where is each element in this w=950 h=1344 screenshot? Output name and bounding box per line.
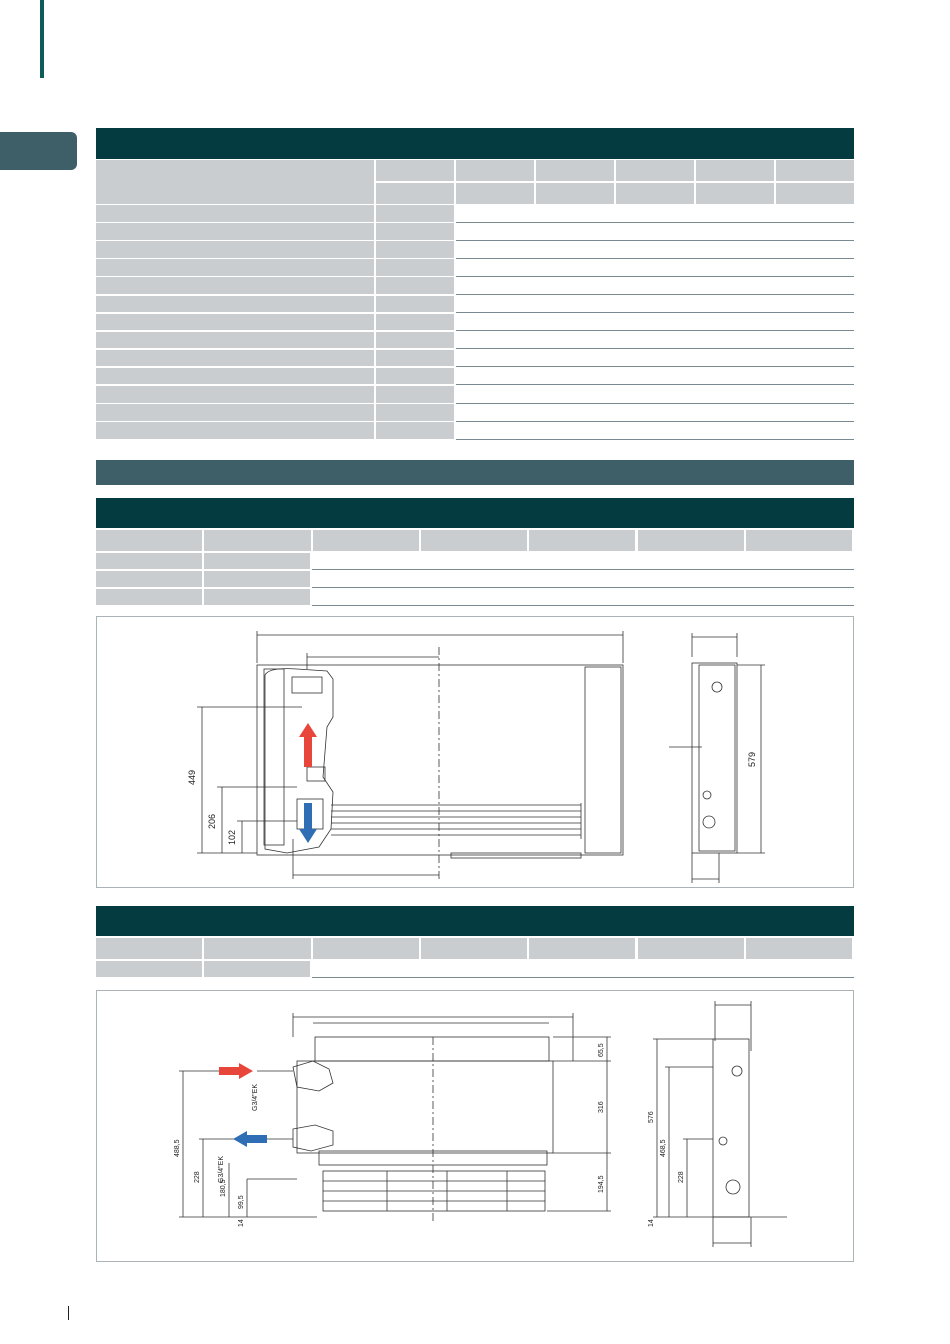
- dim-194-5: 194,5: [598, 1175, 605, 1193]
- table1-row-line: [456, 312, 854, 313]
- table1-row-unit: [376, 314, 454, 331]
- table1-row-line: [456, 294, 854, 295]
- table3-header-cell: [421, 938, 527, 959]
- page-footer-mark: [68, 1306, 69, 1320]
- side-dim-468-5: 468,5: [660, 1139, 667, 1157]
- table1-row-line: [456, 258, 854, 259]
- side-dim-576: 576: [648, 1111, 655, 1123]
- table1-row-label: [96, 368, 374, 385]
- table1-row-line: [456, 403, 854, 404]
- table1-row-line: [456, 222, 854, 223]
- table1-model-subheader: [776, 183, 854, 204]
- table1-row-unit: [376, 422, 454, 439]
- table2-header-cell: [313, 530, 419, 551]
- table2-row-line: [312, 605, 854, 606]
- table2-row-label: [96, 571, 202, 587]
- table1-row-line: [456, 366, 854, 367]
- table1-row-label: [96, 296, 374, 313]
- dim-14: 14: [238, 1219, 245, 1227]
- dim-65-5: 65,5: [598, 1043, 605, 1057]
- table2-row-sub: [204, 553, 310, 569]
- drawing-frame-2: [96, 990, 854, 1262]
- table1-row-label: [96, 277, 374, 294]
- table3-header-cell: [204, 938, 310, 959]
- dim-228: 228: [194, 1171, 201, 1183]
- dim-180-5: 180,5: [220, 1179, 227, 1197]
- cold-water-outlet-arrow: [233, 1131, 267, 1147]
- dim-449: 449: [187, 769, 197, 785]
- table1-row-label: [96, 350, 374, 367]
- table2-row-line: [312, 569, 854, 570]
- table2-row-sub: [204, 571, 310, 587]
- hot-water-arrow: [299, 723, 317, 767]
- table1-model-subheader: [536, 183, 614, 204]
- table1-row-unit: [376, 259, 454, 276]
- dim-579: 579: [747, 751, 757, 767]
- table1-model-subheader: [616, 183, 694, 204]
- table2-row-label: [96, 589, 202, 605]
- table3-header-cell: [529, 938, 635, 959]
- dim-206: 206: [207, 813, 217, 829]
- table1-row-label: [96, 205, 374, 222]
- table3-header-cell: [96, 938, 202, 959]
- pipe-label-top: G3/4"EK: [252, 1084, 259, 1111]
- table3-row-line: [312, 977, 854, 978]
- table1-row-unit: [376, 223, 454, 240]
- table1-model-header: [536, 160, 614, 181]
- hot-water-inlet-arrow: [219, 1063, 253, 1079]
- table1-model-header: [696, 160, 774, 181]
- table1-model-subheader: [456, 183, 534, 204]
- table1-title-bar: [96, 128, 854, 159]
- table1-row-line: [456, 439, 854, 440]
- table2-row-line: [312, 587, 854, 588]
- table1-row-label: [96, 422, 374, 439]
- table1-model-header: [616, 160, 694, 181]
- technical-drawing-1: [97, 617, 853, 887]
- cold-water-arrow: [299, 803, 317, 843]
- table1-model-header: [456, 160, 534, 181]
- table1-row-line: [456, 276, 854, 277]
- table1-row-label: [96, 259, 374, 276]
- table1-row-label: [96, 223, 374, 240]
- table1-row-label: [96, 404, 374, 421]
- section-side-tab[interactable]: [0, 132, 77, 170]
- side-dim-228: 228: [678, 1171, 685, 1183]
- table1-model-subheader: [696, 183, 774, 204]
- table1-row-line: [456, 348, 854, 349]
- table3-row-sub: [204, 961, 310, 977]
- table1-header-unit-cell: [376, 160, 454, 181]
- table1-row-unit: [376, 277, 454, 294]
- table1-row-unit: [376, 386, 454, 403]
- section-band: [96, 460, 854, 485]
- table2-header-cell: [638, 530, 744, 551]
- accent-bar: [40, 0, 44, 78]
- table1-row-label: [96, 332, 374, 349]
- table1-row-unit: [376, 332, 454, 349]
- table1-row-line: [456, 421, 854, 422]
- table2-header-cell: [204, 530, 310, 551]
- table1-row-label: [96, 386, 374, 403]
- technical-drawing-2: [97, 991, 853, 1261]
- dim-102: 102: [227, 829, 237, 845]
- table3-header-cell: [313, 938, 419, 959]
- table2-row-sub: [204, 589, 310, 605]
- table1-row-line: [456, 330, 854, 331]
- table1-header-label-cell: [96, 160, 374, 204]
- table1-row-label: [96, 241, 374, 258]
- table1-model-header: [776, 160, 854, 181]
- table3-header-cell: [638, 938, 744, 959]
- table1-row-unit: [376, 350, 454, 367]
- table2-header-cell: [746, 530, 852, 551]
- table1-row-unit: [376, 241, 454, 258]
- table1-header-unit-cell-2: [376, 183, 454, 204]
- table1-row-label: [96, 314, 374, 331]
- table1-row-line: [456, 384, 854, 385]
- side-dim-14: 14: [648, 1219, 655, 1227]
- table3-title-bar: [96, 906, 854, 936]
- table2-header-cell: [529, 530, 635, 551]
- table2-row-label: [96, 553, 202, 569]
- drawing-frame-1: [96, 616, 854, 888]
- pipe-label-bottom: G3/4"EK: [218, 1156, 225, 1183]
- table1-row-unit: [376, 368, 454, 385]
- table1-row-unit: [376, 296, 454, 313]
- dim-316: 316: [598, 1101, 605, 1113]
- table1-row-line: [456, 240, 854, 241]
- table1-row-unit: [376, 205, 454, 222]
- table2-header-cell: [421, 530, 527, 551]
- table3-row-label: [96, 961, 202, 977]
- dim-488-5: 488,5: [174, 1139, 181, 1157]
- table3-header-cell: [746, 938, 852, 959]
- table2-header-cell: [96, 530, 202, 551]
- table2-title-bar: [96, 498, 854, 528]
- table1-row-unit: [376, 404, 454, 421]
- dim-99-5: 99,5: [238, 1195, 245, 1209]
